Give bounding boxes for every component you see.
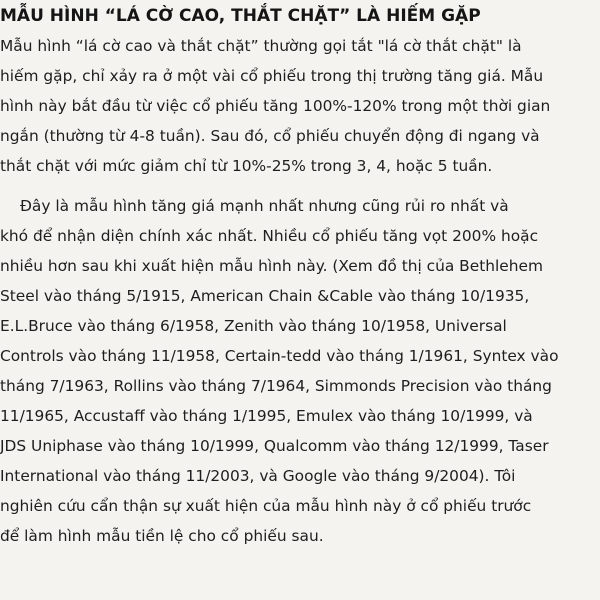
paragraph-1-line-3: hình này bắt đầu từ việc cổ phiếu tăng 100%-120% trong một thời gian (0, 97, 551, 115)
paragraph-2-line-8: 11/1965, Accustaff vào tháng 1/1995, Emulex vào tháng 10/1999, và (0, 407, 533, 425)
paragraph-1-line-5: thắt chặt với mức giảm chỉ từ 10%-25% trong 3, 4, hoặc 5 tuần. (0, 157, 493, 175)
paragraph-2-line-7: tháng 7/1963, Rollins vào tháng 7/1964, Simmonds Precision vào tháng (0, 377, 552, 395)
paragraph-2-line-1: Đây là mẫu hình tăng giá mạnh nhất nhưng cũng rủi ro nhất và (20, 197, 509, 215)
paragraph-2-line-6: Controls vào tháng 11/1958, Certain-tedd vào tháng 1/1961, Syntex vào (0, 347, 559, 365)
paragraph-2-line-3: nhiều hơn sau khi xuất hiện mẫu hình này. (Xem đồ thị của Bethlehem (0, 257, 543, 275)
paragraph-2-line-5: E.L.Bruce vào tháng 6/1958, Zenith vào tháng 10/1958, Universal (0, 317, 507, 335)
paragraph-1-line-2: hiếm gặp, chỉ xảy ra ở một vài cổ phiếu trong thị trường tăng giá. Mẫu (0, 67, 544, 85)
paragraph-1-line-4: ngắn (thường từ 4-8 tuần). Sau đó, cổ phiếu chuyển động đi ngang và (0, 127, 540, 145)
section-heading: MẪU HÌNH “LÁ CỜ CAO, THẮT CHẶT” LÀ HIẾM GẶP (0, 6, 481, 26)
paragraph-2-line-2: khó để nhận diện chính xác nhất. Nhiều cổ phiếu tăng vọt 200% hoặc (0, 227, 539, 245)
paragraph-1-line-1: Mẫu hình “lá cờ cao và thắt chặt” thường gọi tắt "lá cờ thắt chặt" là (0, 37, 522, 55)
paragraph-2-line-9: JDS Uniphase vào tháng 10/1999, Qualcomm vào tháng 12/1999, Taser (0, 437, 549, 455)
paragraph-2-line-12: để làm hình mẫu tiền lệ cho cổ phiếu sau. (0, 527, 324, 545)
paragraph-2-line-10: International vào tháng 11/2003, và Google vào tháng 9/2004). Tôi (0, 467, 516, 485)
paragraph-2-line-11: nghiên cứu cẩn thận sự xuất hiện của mẫu hình này ở cổ phiếu trước (0, 497, 532, 515)
paragraph-2-line-4: Steel vào tháng 5/1915, American Chain &Cable vào tháng 10/1935, (0, 287, 530, 305)
